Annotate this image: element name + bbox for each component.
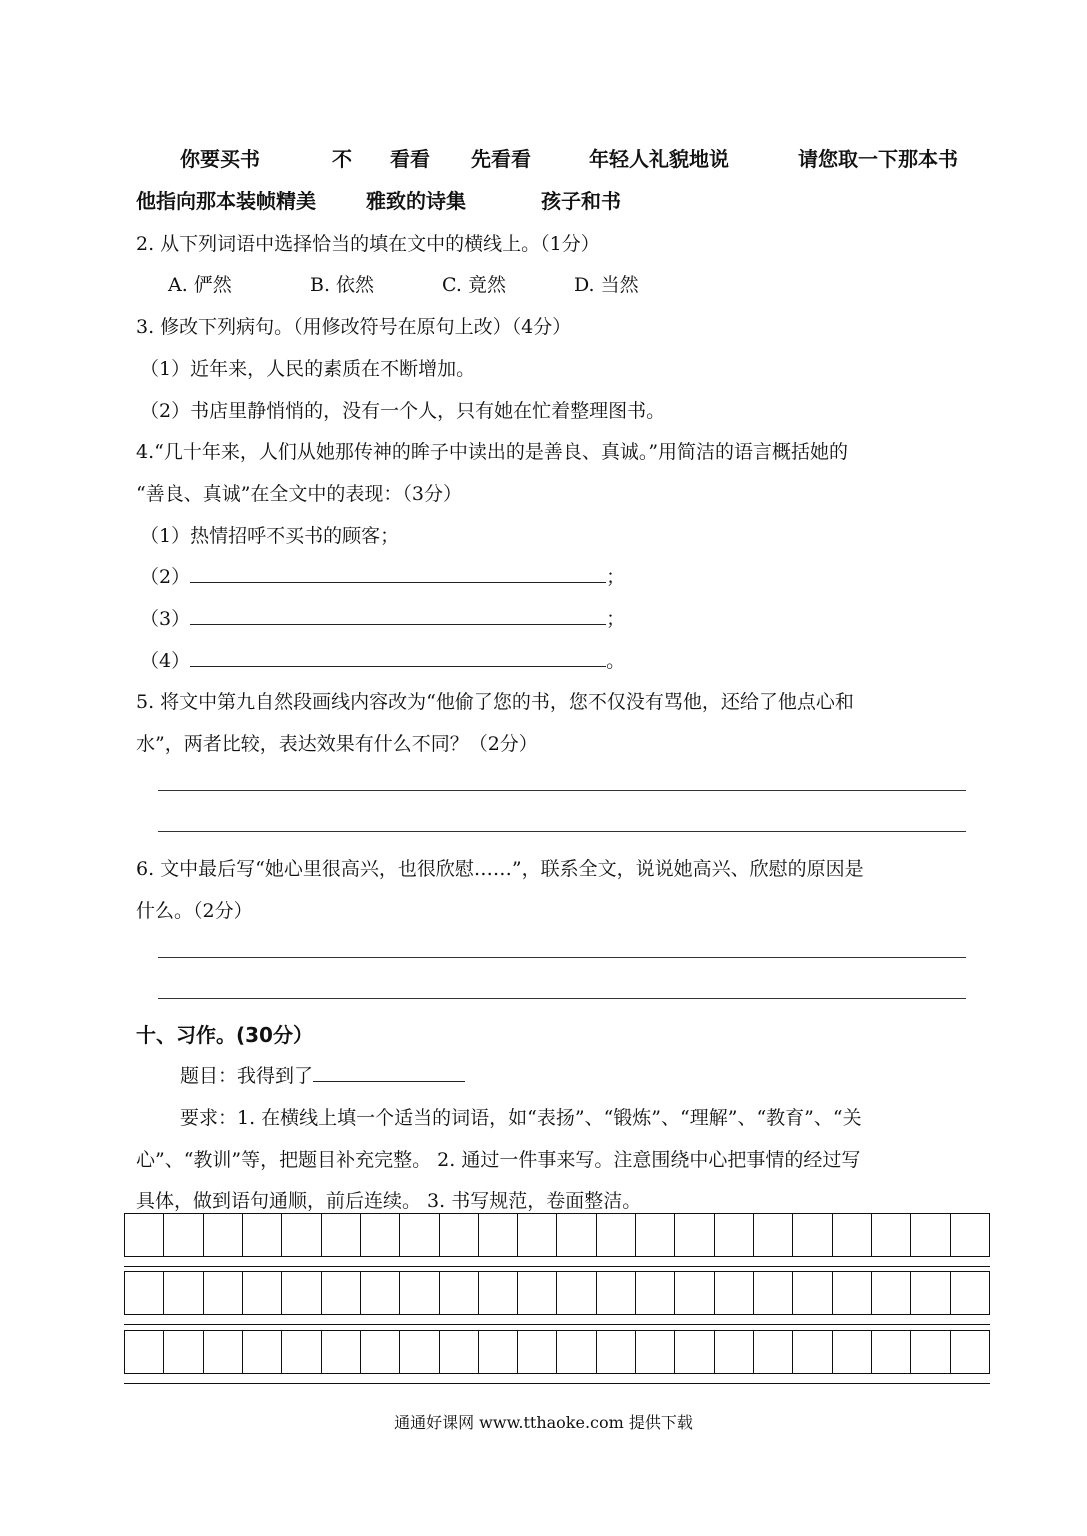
answer-blank[interactable] [190, 608, 606, 625]
q4-item-4 [140, 646, 625, 673]
grid-cell[interactable] [243, 1331, 282, 1373]
q4-item-3-label: （3） [140, 608, 191, 630]
grid-cell[interactable] [361, 1214, 400, 1256]
grid-cell[interactable] [872, 1331, 911, 1373]
grid-cell[interactable] [361, 1272, 400, 1314]
grid-cell[interactable] [282, 1331, 321, 1373]
word-chip: 年轻人礼貌地说 [589, 147, 729, 171]
q3-item-1: （1）近年来，人民的素质在不断增加。 [140, 358, 476, 380]
grid-cell[interactable] [597, 1272, 636, 1314]
grid-cell[interactable] [833, 1331, 872, 1373]
grid-cell[interactable] [322, 1331, 361, 1373]
grid-cell[interactable] [793, 1272, 832, 1314]
grid-cell[interactable] [282, 1272, 321, 1314]
grid-cell[interactable] [400, 1214, 439, 1256]
q6-line1: 6. 文中最后写“她心里很高兴，也很欣慰……”，联系全文，说说她高兴、欣慰的原因是 [136, 858, 864, 880]
requirements-line2: 心”、“教训”等，把题目补充完整。 2. 通过一件事来写。注意围绕中心把事情的经过写 [136, 1149, 861, 1171]
word-row-1 [0, 143, 1087, 171]
word-chip: 先看看 [471, 147, 531, 171]
grid-cell[interactable] [243, 1272, 282, 1314]
answer-blank[interactable] [190, 650, 606, 667]
grid-cell[interactable] [833, 1272, 872, 1314]
grid-cell[interactable] [400, 1331, 439, 1373]
grid-cell[interactable] [911, 1331, 950, 1373]
word-chip: 不 [332, 147, 352, 171]
grid-row [124, 1330, 990, 1374]
grid-row [124, 1271, 990, 1315]
grid-cell[interactable] [793, 1214, 832, 1256]
grid-cell[interactable] [557, 1214, 596, 1256]
footer-credit: 通通好课网 www.tthaoke.com 提供下载 [394, 1413, 693, 1432]
essay-title-line [180, 1061, 465, 1088]
grid-cell[interactable] [125, 1331, 164, 1373]
grid-cell[interactable] [204, 1331, 243, 1373]
q4-item-2 [140, 562, 625, 589]
section-10-heading: 十、习作。(30分） [136, 1023, 313, 1047]
composition-grid [124, 1213, 990, 1389]
answer-line[interactable] [158, 957, 966, 958]
grid-cell[interactable] [557, 1331, 596, 1373]
option-d: D. 当然 [574, 274, 639, 296]
grid-cell[interactable] [440, 1331, 479, 1373]
q2-options [0, 270, 1087, 296]
q4-item-3-end: ； [606, 608, 626, 630]
word-row-2 [0, 185, 1087, 213]
grid-cell[interactable] [518, 1331, 557, 1373]
grid-cell[interactable] [479, 1272, 518, 1314]
answer-blank[interactable] [190, 566, 606, 583]
grid-cell[interactable] [833, 1214, 872, 1256]
word-chip: 孩子和书 [541, 189, 621, 213]
grid-cell[interactable] [715, 1214, 754, 1256]
grid-cell[interactable] [754, 1331, 793, 1373]
grid-cell[interactable] [754, 1214, 793, 1256]
grid-cell[interactable] [164, 1272, 203, 1314]
grid-cell[interactable] [636, 1331, 675, 1373]
grid-cell[interactable] [322, 1214, 361, 1256]
grid-cell[interactable] [204, 1214, 243, 1256]
essay-title-blank[interactable] [313, 1065, 465, 1082]
grid-cell[interactable] [125, 1272, 164, 1314]
grid-cell[interactable] [479, 1214, 518, 1256]
q3-prompt: 3. 修改下列病句。（用修改符号在原句上改）（4分） [136, 316, 572, 338]
word-chip: 雅致的诗集 [366, 189, 466, 213]
option-a: A. 俨然 [168, 274, 232, 296]
grid-cell[interactable] [675, 1214, 714, 1256]
grid-cell[interactable] [282, 1214, 321, 1256]
grid-cell[interactable] [951, 1331, 989, 1373]
grid-cell[interactable] [322, 1272, 361, 1314]
q4-item-1: （1）热情招呼不买书的顾客； [140, 525, 400, 547]
grid-cell[interactable] [754, 1272, 793, 1314]
grid-cell[interactable] [636, 1272, 675, 1314]
essay-title-label: 题目：我得到了 [180, 1065, 314, 1087]
grid-cell[interactable] [518, 1272, 557, 1314]
grid-cell[interactable] [793, 1331, 832, 1373]
grid-cell[interactable] [675, 1331, 714, 1373]
grid-cell[interactable] [518, 1214, 557, 1256]
q5-line1: 5. 将文中第九自然段画线内容改为“他偷了您的书，您不仅没有骂他，还给了他点心和 [136, 691, 854, 713]
grid-cell[interactable] [715, 1272, 754, 1314]
answer-line[interactable] [158, 998, 966, 999]
grid-row-rule [124, 1383, 990, 1384]
grid-cell[interactable] [125, 1214, 164, 1256]
grid-cell[interactable] [911, 1272, 950, 1314]
q2-prompt: 2. 从下列词语中选择恰当的填在文中的横线上。（1分） [136, 233, 600, 255]
grid-row-rule [124, 1266, 990, 1267]
grid-cell[interactable] [400, 1272, 439, 1314]
q5-line2: 水”，两者比较，表达效果有什么不同？（2分） [136, 733, 538, 755]
grid-cell[interactable] [872, 1214, 911, 1256]
option-b: B. 依然 [310, 274, 375, 296]
grid-cell[interactable] [440, 1214, 479, 1256]
q4-item-2-end: ； [606, 566, 626, 588]
q4-prompt-line2: “善良、真诚”在全文中的表现：（3分） [136, 483, 463, 505]
requirements-line1: 要求：1. 在横线上填一个适当的词语，如“表扬”、“锻炼”、“理解”、“教育”、“关 [180, 1107, 862, 1129]
grid-cell[interactable] [164, 1214, 203, 1256]
grid-cell[interactable] [872, 1272, 911, 1314]
grid-cell[interactable] [675, 1272, 714, 1314]
grid-cell[interactable] [557, 1272, 596, 1314]
q6-line2: 什么。（2分） [136, 900, 253, 922]
grid-cell[interactable] [951, 1272, 989, 1314]
q4-item-4-label: （4） [140, 650, 191, 672]
option-c: C. 竟然 [442, 274, 506, 296]
answer-line[interactable] [158, 831, 966, 832]
grid-row [124, 1213, 990, 1257]
grid-cell[interactable] [243, 1214, 282, 1256]
q4-prompt-line1: 4.“几十年来，人们从她那传神的眸子中读出的是善良、真诚。”用简洁的语言概括她的 [136, 441, 849, 463]
grid-cell[interactable] [597, 1331, 636, 1373]
grid-cell[interactable] [636, 1214, 675, 1256]
grid-cell[interactable] [204, 1272, 243, 1314]
requirements-line3: 具体，做到语句通顺，前后连续。 3. 书写规范，卷面整洁。 [136, 1190, 642, 1212]
grid-cell[interactable] [440, 1272, 479, 1314]
word-chip: 你要买书 [180, 147, 260, 171]
word-chip: 他指向那本装帧精美 [136, 189, 316, 213]
grid-cell[interactable] [164, 1331, 203, 1373]
q3-item-2: （2）书店里静悄悄的，没有一个人，只有她在忙着整理图书。 [140, 400, 666, 422]
grid-cell[interactable] [361, 1331, 400, 1373]
word-chip: 请您取一下那本书 [798, 147, 958, 171]
grid-cell[interactable] [911, 1214, 950, 1256]
q4-item-2-label: （2） [140, 566, 191, 588]
q4-item-3 [140, 604, 625, 631]
answer-line[interactable] [158, 790, 966, 791]
grid-cell[interactable] [479, 1331, 518, 1373]
grid-row-rule [124, 1324, 990, 1325]
grid-cell[interactable] [715, 1331, 754, 1373]
word-chip: 看看 [390, 147, 430, 171]
q4-item-4-end: 。 [606, 650, 626, 672]
grid-cell[interactable] [951, 1214, 989, 1256]
grid-cell[interactable] [597, 1214, 636, 1256]
